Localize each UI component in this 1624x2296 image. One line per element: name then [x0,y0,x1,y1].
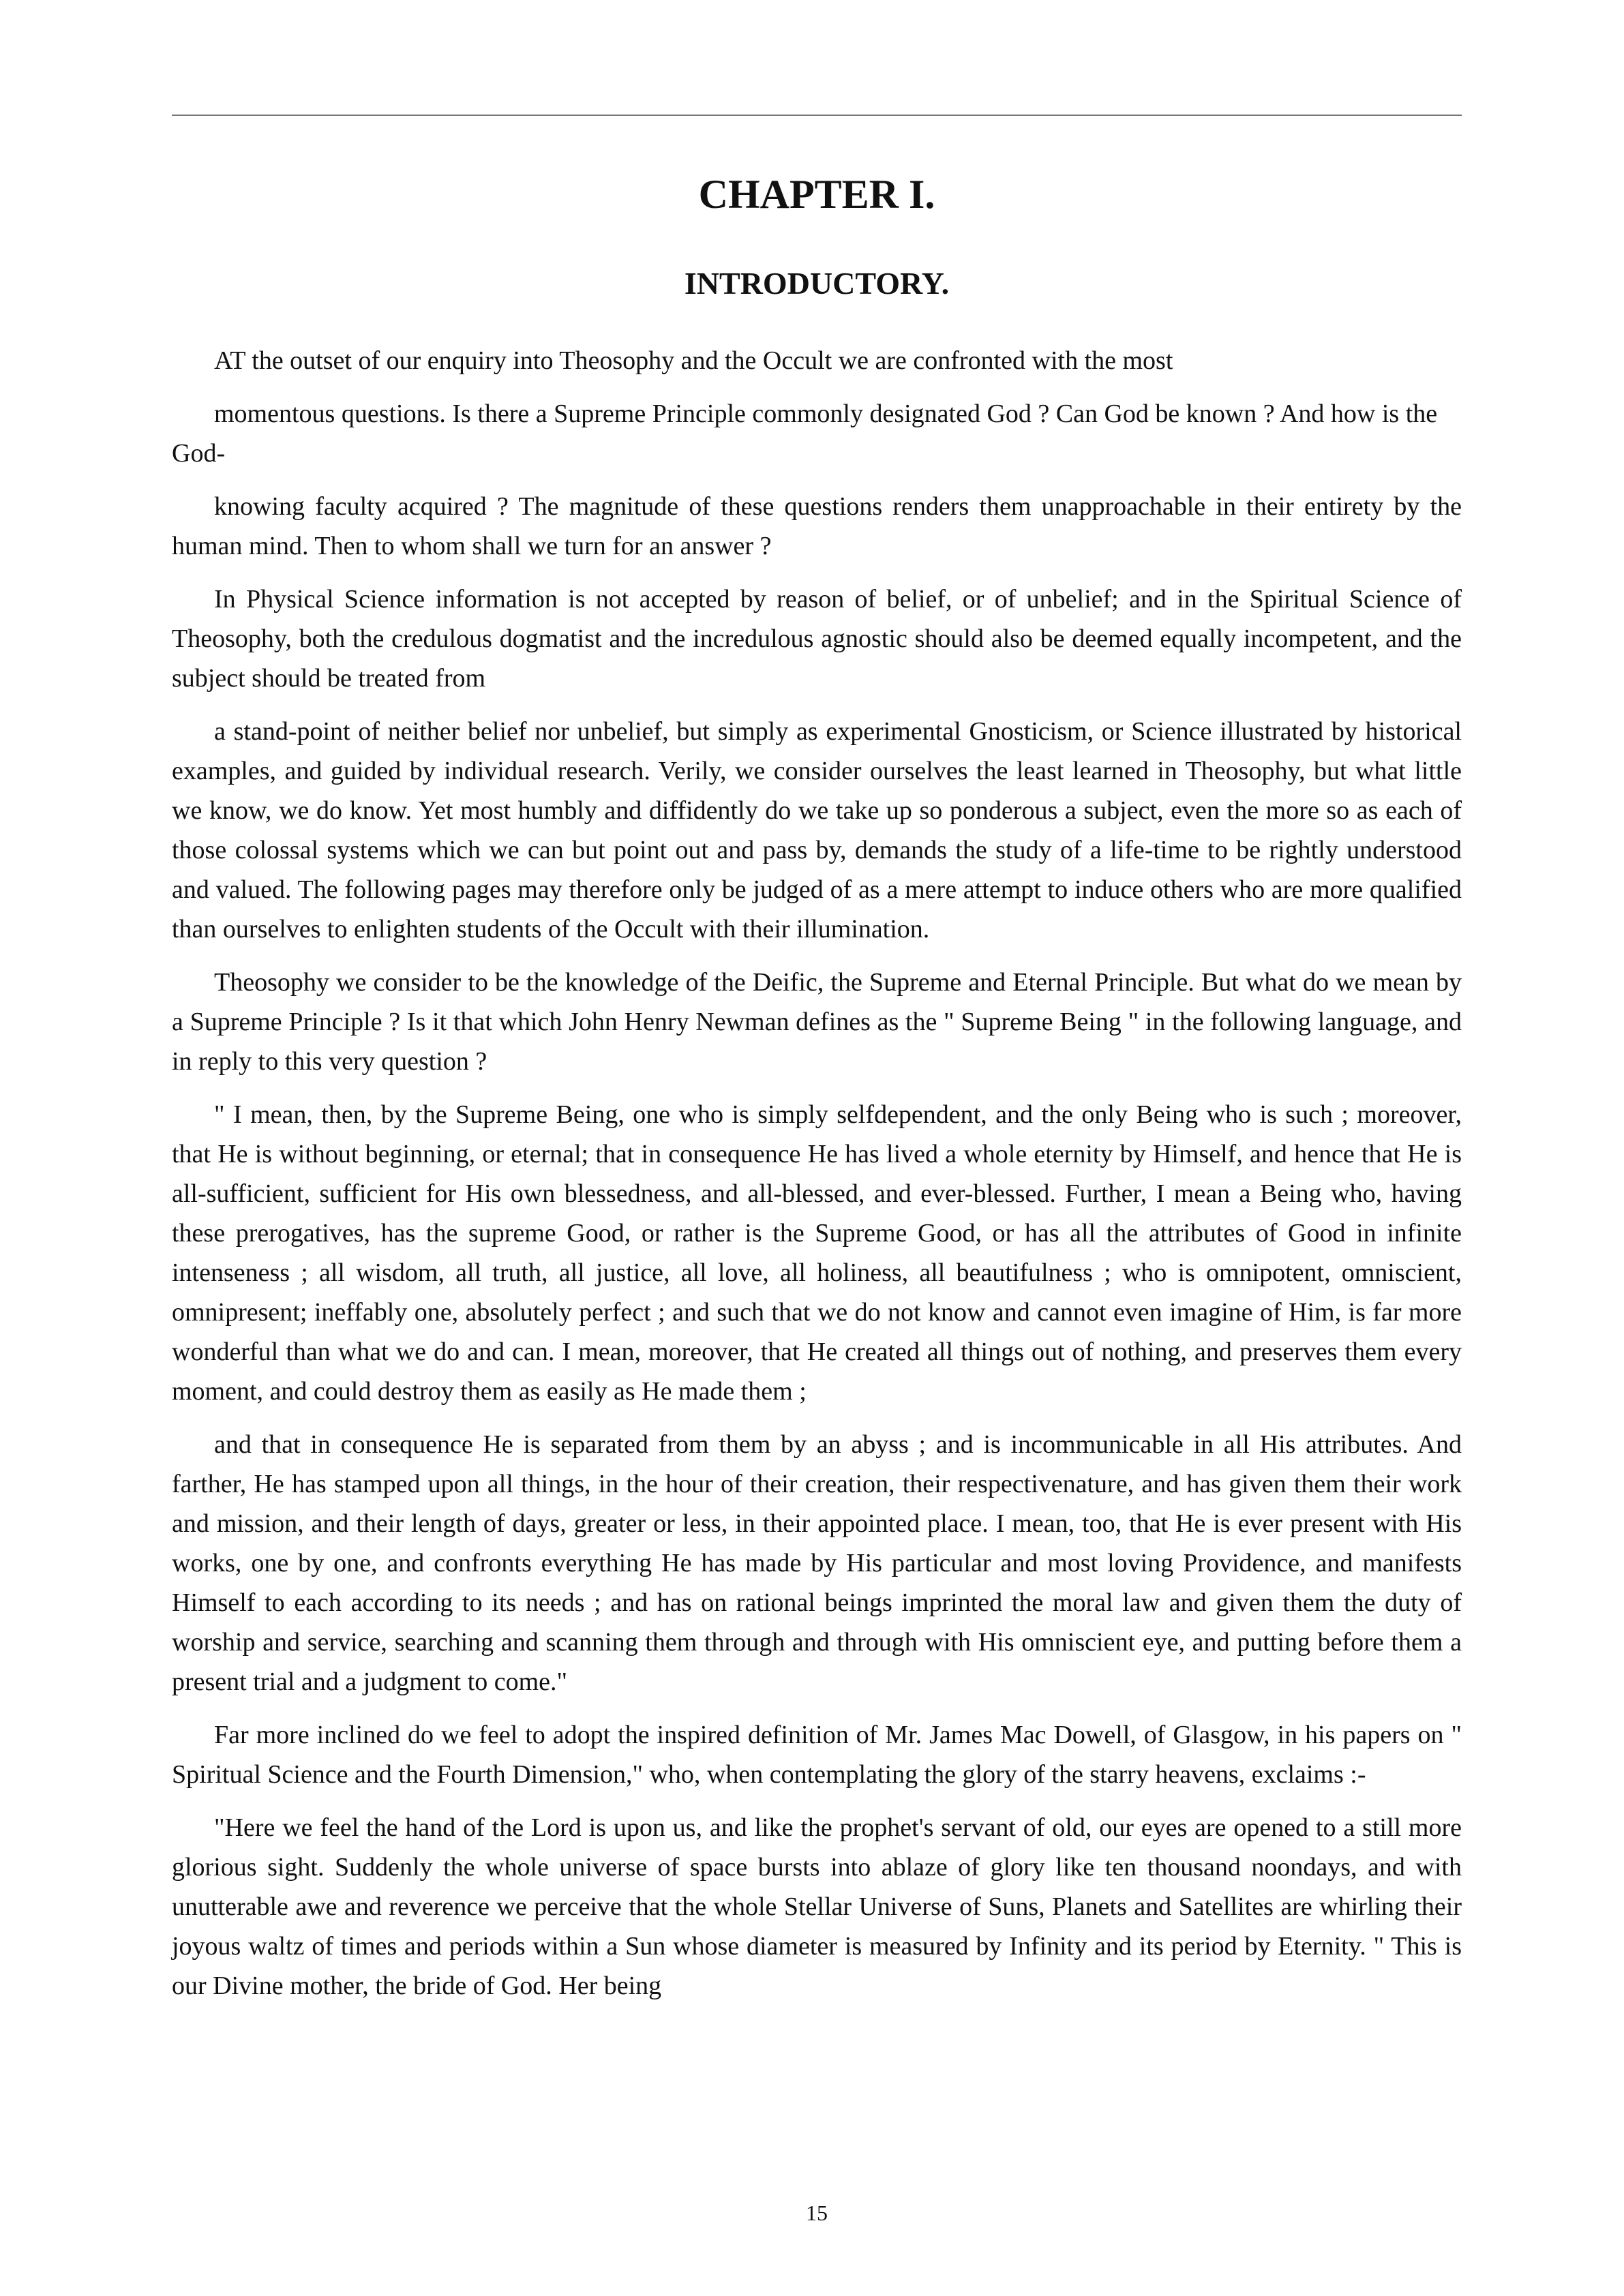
paragraph: " I mean, then, by the Supreme Being, one who is simply selfdependent, and the only Being who is such ; moreover, that He is without beginning, or eternal; that in consequence He has lived a whole eternity by Himself, and hence that He is all-sufficient, sufficient for His own blessedness, and all-blessed, and ever-blessed. Further, I mean a Being who, having these prerogatives, has the supreme Good, or rather is the Supreme Good, or has all the attributes of Good in infinite intenseness ; all wisdom, all truth, all justice, all love, all holiness, all beautifulness ; who is omnipotent, omniscient, omnipresent; ineffably one, absolutely perfect ; and such that we do not know and cannot even imagine of Him, is far more wonderful than what we do and can. I mean, moreover, that He created all things out of nothing, and preserves them every moment, and could destroy them as easily as He made them ; [172,1100,1462,1406]
header-rule [172,115,1462,116]
section-title: INTRODUCTORY. [684,266,950,301]
document-page [172,0,1462,2296]
paragraph: AT the outset of our enquiry into Theosophy and the Occult we are confronted with the most [214,346,1173,375]
chapter-title: CHAPTER I. [698,172,935,217]
paragraph: momentous questions. Is there a Supreme Principle commonly designated God ? Can God be known ? And how is the God- [172,399,1438,468]
paragraph: knowing faculty acquired ? The magnitude of these questions renders them unapproachable in their entirety by the human mind. Then to whom shall we turn for an answer ? [172,492,1462,560]
paragraph: In Physical Science information is not accepted by reason of belief, or of unbelief; and in the Spiritual Science of Theosophy, both the credulous dogmatist and the incredulous agnostic should also be deemed equally incompetent, and the subject should be treated from [172,585,1462,693]
paragraph: Far more inclined do we feel to adopt the inspired definition of Mr. James Mac Dowell, of Glasgow, in his papers on " Spiritual Science and the Fourth Dimension," who, when contemplating the glory of the starry heavens, exclaims :- [172,1721,1462,1789]
body-text [172,341,1462,2019]
paragraph: "Here we feel the hand of the Lord is upon us, and like the prophet's servant of old, our eyes are opened to a still more glorious sight. Suddenly the whole universe of space bursts into ablaze of glory like ten thousand noondays, and with unutterable awe and reverence we perceive that the whole Stellar Universe of Suns, Planets and Satellites are whirling their joyous waltz of times and periods within a Sun whose diameter is measured by Infinity and its period by Eternity. " This is our Divine mother, the bride of God. Her being [172,1813,1462,2000]
paragraph: Theosophy we consider to be the knowledge of the Deific, the Supreme and Eternal Principle. But what do we mean by a Supreme Principle ? Is it that which John Henry Newman defines as the " Supreme Being " in the following language, and in reply to this very question ? [172,968,1462,1076]
paragraph: a stand-point of neither belief nor unbelief, but simply as experimental Gnosticism, or Science illustrated by historical examples, and guided by individual research. Verily, we consider ourselves the least learned in Theosophy, but what little we know, we do know. Yet most humbly and diffidently do we take up so ponderous a subject, even the more so as each of those colossal systems which we can but point out and pass by, demands the study of a life-time to be rightly understood and valued. The following pages may therefore only be judged of as a mere attempt to induce others who are more qualified than ourselves to enlighten students of the Occult with their illumination. [172,717,1462,943]
paragraph: and that in consequence He is separated from them by an abyss ; and is incommunicable in all His attributes. And farther, He has stamped upon all things, in the hour of their creation, their respectivenature, and has given them their work and mission, and their length of days, greater or less, in their appointed place. I mean, too, that He is ever present with His works, one by one, and confronts everything He has made by His particular and most loving Providence, and manifests Himself to each according to its needs ; and has on rational beings imprinted the moral law and given them the duty of worship and service, searching and scanning them through and through with His omniscient eye, and putting before them a present trial and a judgment to come." [172,1430,1462,1696]
page-number: 15 [806,2201,828,2225]
